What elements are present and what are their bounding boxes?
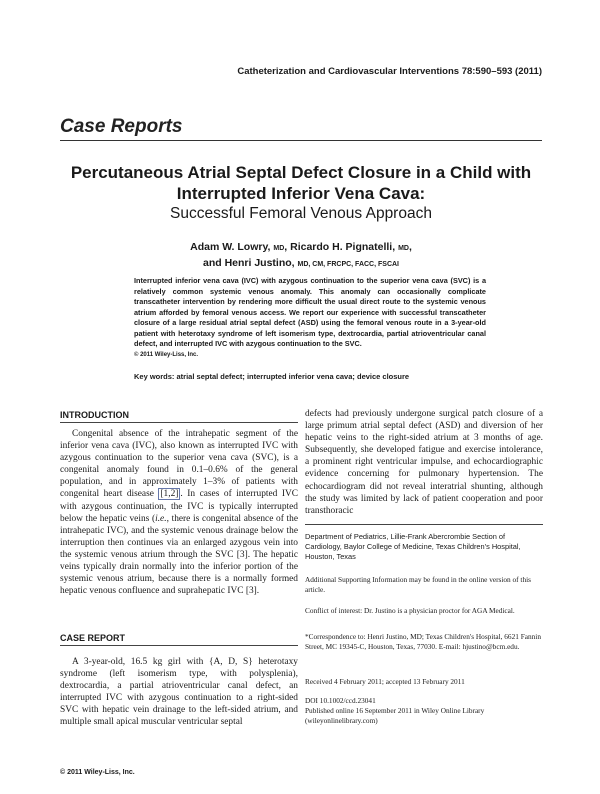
author-degree: MD <box>273 245 285 252</box>
conflict-of-interest: Conflict of interest: Dr. Justino is a physician proctor for AGA Medical. <box>305 606 515 615</box>
intro-text-italic: i.e. <box>155 513 167 524</box>
affiliation: Department of Pediatrics, Lillie-Frank Abercrombie Section of Cardiology, Baylor College of Medicine, Texas Children's Hospital, Houston, Texas <box>305 532 521 561</box>
author-name: Adam W. Lowry, <box>190 241 271 253</box>
footnote-divider <box>305 524 543 525</box>
intro-text-part: , there is congenital absence of the intrahepatic IVC), and the systemic venous drainage below the interruption then continues via an enlarged azygous vein into the systemic venous atrium through the SVC [3]. The hepatic veins typically drain normally into the inferior portion of the systemic venous atrium, because there is a normally formed hepatic venous confluence and suprahepatic IVC [3]. <box>60 513 298 597</box>
section-heading: Case Reports <box>60 116 183 137</box>
introduction-text <box>60 428 298 597</box>
case-report-text <box>60 656 298 729</box>
intro-text-part: Congenital absence of the intrahepatic segment of the inferior vena cava (IVC), also known as interrupted IVC with azygous continuation to the superior vena cava (SVC), is a congenital anomaly found in 0.1–0.6% of the general population, and in approximately 1–3% of patients with congenital heart disease <box>60 429 298 500</box>
introduction-heading: INTRODUCTION <box>60 410 129 420</box>
intro-text-part: . In cases of interrupted IVC with azygous continuation, the IVC is typically interrupted below the hepatic veins ( <box>60 489 298 524</box>
author-list: Adam W. Lowry, MD, Ricardo H. Pignatelli, MD, and Henri Justino, MD, CM, FRCPC, FACC, FSCAI <box>190 241 412 269</box>
keywords: Key words: atrial septal defect; interrupted inferior vena cava; device closure <box>134 372 410 381</box>
author-name: Ricardo H. Pignatelli, <box>290 241 396 253</box>
article-subtitle: Successful Femoral Venous Approach <box>170 205 432 222</box>
case-report-heading: CASE REPORT <box>60 633 126 643</box>
page-footer: © 2011 Wiley-Liss, Inc. <box>60 769 135 776</box>
reference-link[interactable]: [1,2] <box>160 489 179 500</box>
introduction-divider <box>60 422 298 423</box>
article-title: Percutaneous Atrial Septal Defect Closure in a Child with Interrupted Inferior Vena Cava: <box>70 163 532 203</box>
doi-block <box>305 696 543 725</box>
journal-citation: Catheterization and Cardiovascular Interventions 78:590–593 (2011) <box>237 66 542 77</box>
case-text-part: A 3-year-old, 16.5 kg girl with {A, D, S} heterotaxy syndrome (left isomerism type, with polysplenia), dextrocardia, a partial atrioventricular canal defect, an interrupted IVC with azygous continuation to a right-sided SVC with hepatic vein drainage to the left-sided atrium, and multiple small apical muscular ventricular septal <box>60 657 298 728</box>
case-report-continued: defects had previously undergone surgical patch closure of a large primum atrial septal defect (ASD) and diversion of her hepatic veins to the right-sided atrium at 3 months of age. Subsequently, she developed fatigue and exercise intolerance, a prominent right ventricular impulse, and echocardiographic evidence concerning for pulmonary hypertension. The echocardiogram did not reveal interatrial shunting, although the study was limited by lack of patient cooperation and poor transthoracic <box>305 409 543 516</box>
case-report-divider <box>60 645 298 646</box>
abstract-copyright: © 2011 Wiley-Liss, Inc. <box>134 352 199 358</box>
correspondence: *Correspondence to: Henri Justino, MD; Texas Children's Hospital, 6621 Fannin Street, MC 19345-C, Houston, Texas, 77030. E-mail: hjustino@bcm.edu. <box>305 632 541 651</box>
published-online: Published online 16 September 2011 in Wiley Online Library (wileyonlinelibrary.com) <box>305 705 485 725</box>
received-dates: Received 4 February 2011; accepted 13 February 2011 <box>305 677 465 686</box>
author-degree: MD, CM, FRCPC, FACC, FSCAI <box>297 261 399 268</box>
section-divider <box>60 140 542 141</box>
author-degree: MD <box>398 245 409 252</box>
supporting-info: Additional Supporting Information may be found in the online version of this article. <box>305 575 531 594</box>
abstract: Interrupted inferior vena cava (IVC) with azygous continuation to the superior vena cava (SVC) is a relatively common systemic venous anomaly. This anomaly can occasionally complicate transcatheter intervention by rendering more difficult the usual direct route to the systemic venous atrium afforded by femoral venous access. We report our experience with successful transcatheter closure of a large residual atrial septal defect (ASD) using the femoral venous route in a 3-year-old patient with heterotaxy syndrome of left isomerism type, dextrocardia, partial atrioventricular canal defect, and interrupted IVC with azygous continuation to the SVC. <box>134 276 486 348</box>
doi: DOI 10.1002/ccd.23041 <box>305 696 376 705</box>
author-name: and Henri Justino, <box>202 257 295 269</box>
